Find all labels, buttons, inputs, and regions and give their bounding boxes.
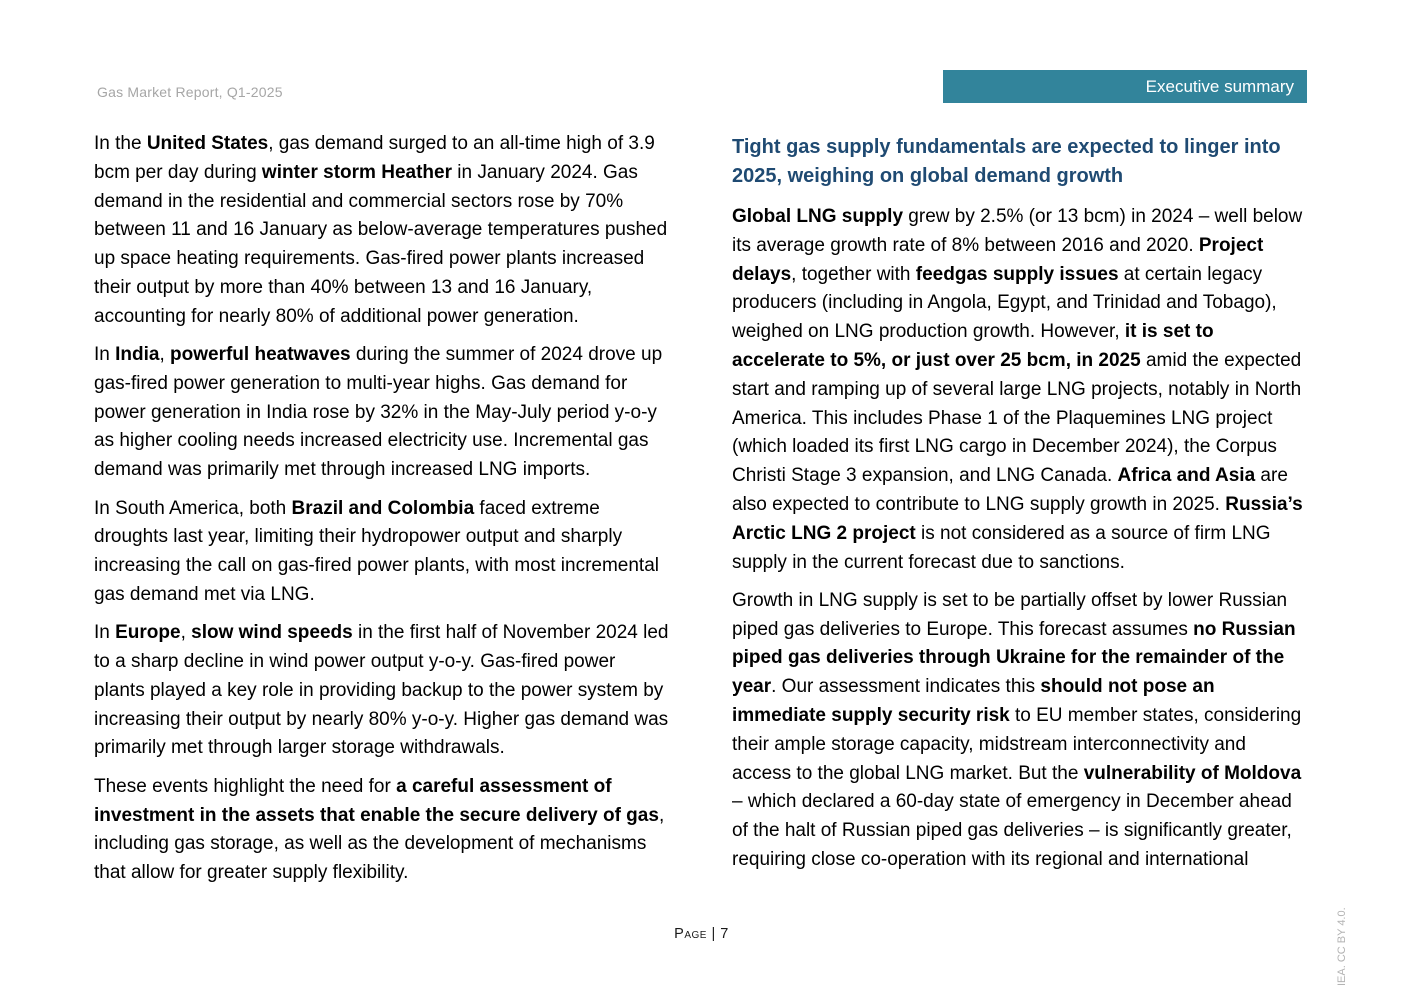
paragraph: In South America, both Brazil and Colombia faced extreme droughts last year, limiting their hydropower output and sharply increasing the call on gas-fired power plants, with most incremental gas demand met via LNG. (94, 497, 659, 605)
report-title: Gas Market Report, Q1-2025 (97, 84, 283, 100)
paragraph: These events highlight the need for a careful assessment of investment in the assets that enable the secure delivery of gas, including gas storage, as well as the development of mechanisms that allow for greater supply flexibility. (94, 775, 665, 884)
license-text: IEA. CC BY 4.0. (1336, 907, 1348, 986)
paragraph: Global LNG supply grew by 2.5% (or 13 bcm) in 2024 – well below its average growth rate of 8% between 2016 and 2020. Project delays, together with feedgas supply issues at certain legacy producers (including in Angola, Egypt, and Trinidad and Tobago), weighed on LNG production growth. However, it is set to accelerate to 5%, or just over 25 bcm, in 2025 amid the expected start and ramping up of several large LNG projects, notably in North America. This includes Phase 1 of the Plaquemines LNG project (which loaded its first LNG cargo in December 2024), the Corpus Christi Stage 3 expansion, and LNG Canada. Africa and Asia are also expected to contribute to LNG supply growth in 2025. Russia’s Arctic LNG 2 project is not considered as a source of firm LNG supply in the current forecast due to sanctions. (732, 206, 1303, 573)
right-column-paragraphs (732, 203, 1307, 875)
page-number: Page | 7 (674, 926, 729, 942)
page-content (94, 130, 1307, 897)
paragraph: In the United States, gas demand surged to an all-time high of 3.9 bcm per day during winter storm Heather in January 2024. Gas demand in the residential and commercial sectors rose by 70% between 11 and 16 January as below-average temperatures pushed up space heating requirements. Gas-fired power plants increased their output by more than 40% between 13 and 16 January, accounting for nearly 80% of additional power generation. (94, 133, 668, 327)
paragraph: In India, powerful heatwaves during the summer of 2024 drove up gas-fired power generation to multi-year highs. Gas demand for power generation in India rose by 32% in the May-July period y-o-y as higher cooling needs increased electricity use. Incremental gas demand was primarily met through increased LNG imports. (94, 344, 663, 481)
paragraph: In Europe, slow wind speeds in the first half of November 2024 led to a sharp decline in wind power output y-o-y. Gas-fired power plants played a key role in providing backup to the power system by increasing their output by nearly 80% y-o-y. Higher gas demand was primarily met through larger storage withdrawals. (94, 622, 669, 759)
left-column (94, 130, 669, 897)
section-badge: Executive summary (943, 70, 1307, 103)
section-heading: Tight gas supply fundamentals are expected to linger into 2025, weighing on global demand growth (732, 136, 1281, 187)
paragraph: Growth in LNG supply is set to be partially offset by lower Russian piped gas deliveries to Europe. This forecast assumes no Russian piped gas deliveries through Ukraine for the remainder of the year. Our assessment indicates this should not pose an immediate supply security risk to EU member states, considering their ample storage capacity, midstream interconnectivity and access to the global LNG market. But the vulnerability of Moldova – which declared a 60-day state of emergency in December ahead of the halt of Russian piped gas deliveries – is significantly greater, requiring close co-operation with its regional and international (732, 589, 1302, 871)
right-column (732, 130, 1307, 897)
